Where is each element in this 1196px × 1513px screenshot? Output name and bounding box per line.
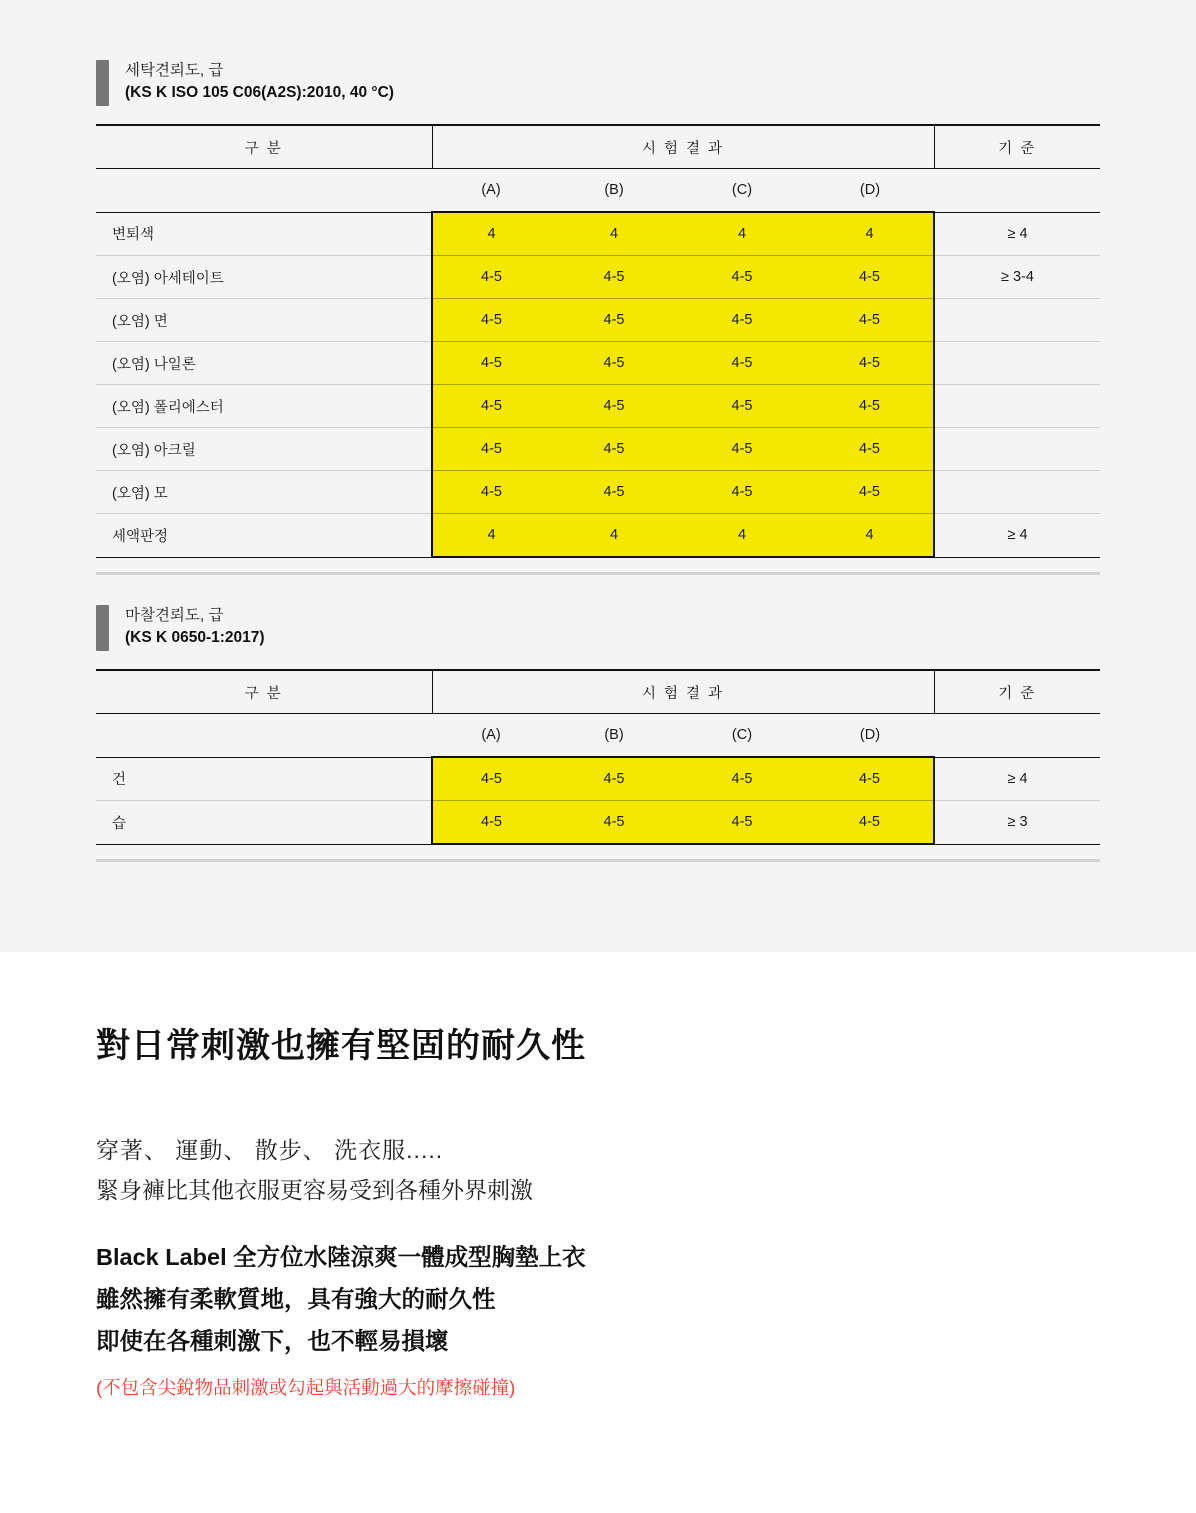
row-value-c: 4 (678, 212, 806, 256)
table-row (96, 299, 1100, 342)
row-value-b: 4 (550, 212, 678, 256)
row-value-d: 4-5 (806, 801, 934, 845)
rubbing-fastness-block (96, 605, 1100, 862)
header-category: 구 분 (96, 670, 432, 714)
row-value-b: 4-5 (550, 342, 678, 385)
row-label: 습 (96, 801, 432, 845)
header-standard: 기 준 (934, 670, 1100, 714)
subheader-c: (C) (678, 714, 806, 758)
table-header-row (96, 125, 1100, 169)
subheader-b: (B) (550, 169, 678, 213)
row-value-b: 4-5 (550, 428, 678, 471)
row-value-c: 4-5 (678, 299, 806, 342)
description-line-1: 穿著、 運動、 散步、 洗衣服..... (96, 1137, 444, 1164)
table-row (96, 256, 1100, 299)
row-value-d: 4-5 (806, 428, 934, 471)
rubbing-fastness-title: 마찰견뢰도, 급 (125, 607, 224, 624)
header-category: 구 분 (96, 125, 432, 169)
subheader-b: (B) (550, 714, 678, 758)
header-result: 시 험 결 과 (432, 125, 934, 169)
wash-fastness-header (96, 60, 1100, 106)
rubbing-fastness-table (96, 669, 1100, 845)
row-label: (오염) 폴리에스터 (96, 385, 432, 428)
row-value-d: 4-5 (806, 342, 934, 385)
subheader-a: (A) (432, 169, 550, 213)
row-value-a: 4-5 (432, 428, 550, 471)
row-value-d: 4-5 (806, 471, 934, 514)
product-name-line: Black Label 全方位水陸涼爽一體成型胸墊上衣 (96, 1244, 586, 1271)
row-value-b: 4-5 (550, 757, 678, 801)
subheader-blank (96, 169, 432, 213)
subheader-d: (D) (806, 169, 934, 213)
row-label: (오염) 나일론 (96, 342, 432, 385)
row-value-c: 4-5 (678, 757, 806, 801)
row-value-a: 4-5 (432, 801, 550, 845)
row-value-d: 4-5 (806, 256, 934, 299)
row-label: (오염) 면 (96, 299, 432, 342)
row-standard: ≥ 4 (934, 514, 1100, 558)
row-value-c: 4-5 (678, 385, 806, 428)
row-standard: ≥ 3-4 (934, 256, 1100, 299)
row-value-a: 4-5 (432, 385, 550, 428)
durability-line-2: 即使在各種刺激下，也不輕易損壞 (96, 1328, 449, 1355)
row-value-b: 4-5 (550, 801, 678, 845)
row-standard: ≥ 3 (934, 801, 1100, 845)
wash-fastness-standard-code: (KS K ISO 105 C06(A2S):2010, 40 °C) (125, 84, 394, 101)
row-standard (934, 299, 1100, 342)
row-value-b: 4-5 (550, 256, 678, 299)
row-value-a: 4-5 (432, 471, 550, 514)
accent-bar (96, 605, 109, 651)
row-value-b: 4-5 (550, 299, 678, 342)
row-label: (오염) 아세테이트 (96, 256, 432, 299)
subheader-c: (C) (678, 169, 806, 213)
table-row (96, 428, 1100, 471)
row-value-c: 4-5 (678, 428, 806, 471)
table-row (96, 757, 1100, 801)
row-standard (934, 428, 1100, 471)
row-value-a: 4-5 (432, 342, 550, 385)
subheader-d: (D) (806, 714, 934, 758)
header-standard: 기 준 (934, 125, 1100, 169)
row-label: (오염) 모 (96, 471, 432, 514)
row-label: (오염) 아크릴 (96, 428, 432, 471)
row-value-a: 4-5 (432, 299, 550, 342)
row-value-b: 4-5 (550, 471, 678, 514)
row-value-a: 4 (432, 212, 550, 256)
table-row (96, 801, 1100, 845)
table-header-row (96, 670, 1100, 714)
row-value-d: 4-5 (806, 757, 934, 801)
row-value-a: 4-5 (432, 256, 550, 299)
row-value-c: 4-5 (678, 256, 806, 299)
row-label: 건 (96, 757, 432, 801)
marketing-copy-panel (0, 952, 1196, 1466)
header-result: 시 험 결 과 (432, 670, 934, 714)
section-divider (96, 572, 1100, 575)
row-label: 변퇴색 (96, 212, 432, 256)
row-value-d: 4-5 (806, 385, 934, 428)
disclaimer-note: (不包含尖銳物品刺激或勾起與活動過大的摩擦碰撞) (96, 1377, 516, 1399)
row-label: 세액판정 (96, 514, 432, 558)
table-row (96, 385, 1100, 428)
wash-fastness-title: 세탁견뢰도, 급 (125, 62, 224, 79)
row-value-c: 4-5 (678, 342, 806, 385)
table-subheader-row (96, 714, 1100, 758)
row-standard (934, 471, 1100, 514)
row-value-c: 4-5 (678, 471, 806, 514)
row-value-c: 4 (678, 514, 806, 558)
subheader-standard-blank (934, 169, 1100, 213)
page-title: 對日常刺激也擁有堅固的耐久性 (96, 1027, 586, 1065)
row-standard: ≥ 4 (934, 212, 1100, 256)
row-value-c: 4-5 (678, 801, 806, 845)
durability-line-1: 雖然擁有柔軟質地，具有強大的耐久性 (96, 1286, 496, 1313)
row-standard (934, 385, 1100, 428)
wash-fastness-block (96, 60, 1100, 575)
subheader-blank (96, 714, 432, 758)
row-value-d: 4 (806, 514, 934, 558)
row-value-d: 4-5 (806, 299, 934, 342)
table-row (96, 342, 1100, 385)
table-row (96, 514, 1100, 558)
accent-bar (96, 60, 109, 106)
wash-fastness-table (96, 124, 1100, 558)
table-row (96, 212, 1100, 256)
row-standard (934, 342, 1100, 385)
rubbing-fastness-header (96, 605, 1100, 651)
section-divider (96, 859, 1100, 862)
table-subheader-row (96, 169, 1100, 213)
row-standard: ≥ 4 (934, 757, 1100, 801)
row-value-b: 4 (550, 514, 678, 558)
table-row (96, 471, 1100, 514)
row-value-d: 4 (806, 212, 934, 256)
description-line-2: 緊身褲比其他衣服更容易受到各種外界刺激 (96, 1177, 533, 1204)
row-value-a: 4-5 (432, 757, 550, 801)
row-value-a: 4 (432, 514, 550, 558)
row-value-b: 4-5 (550, 385, 678, 428)
spacer (96, 1210, 1100, 1236)
subheader-a: (A) (432, 714, 550, 758)
subheader-standard-blank (934, 714, 1100, 758)
rubbing-fastness-standard-code: (KS K 0650-1:2017) (125, 629, 265, 646)
